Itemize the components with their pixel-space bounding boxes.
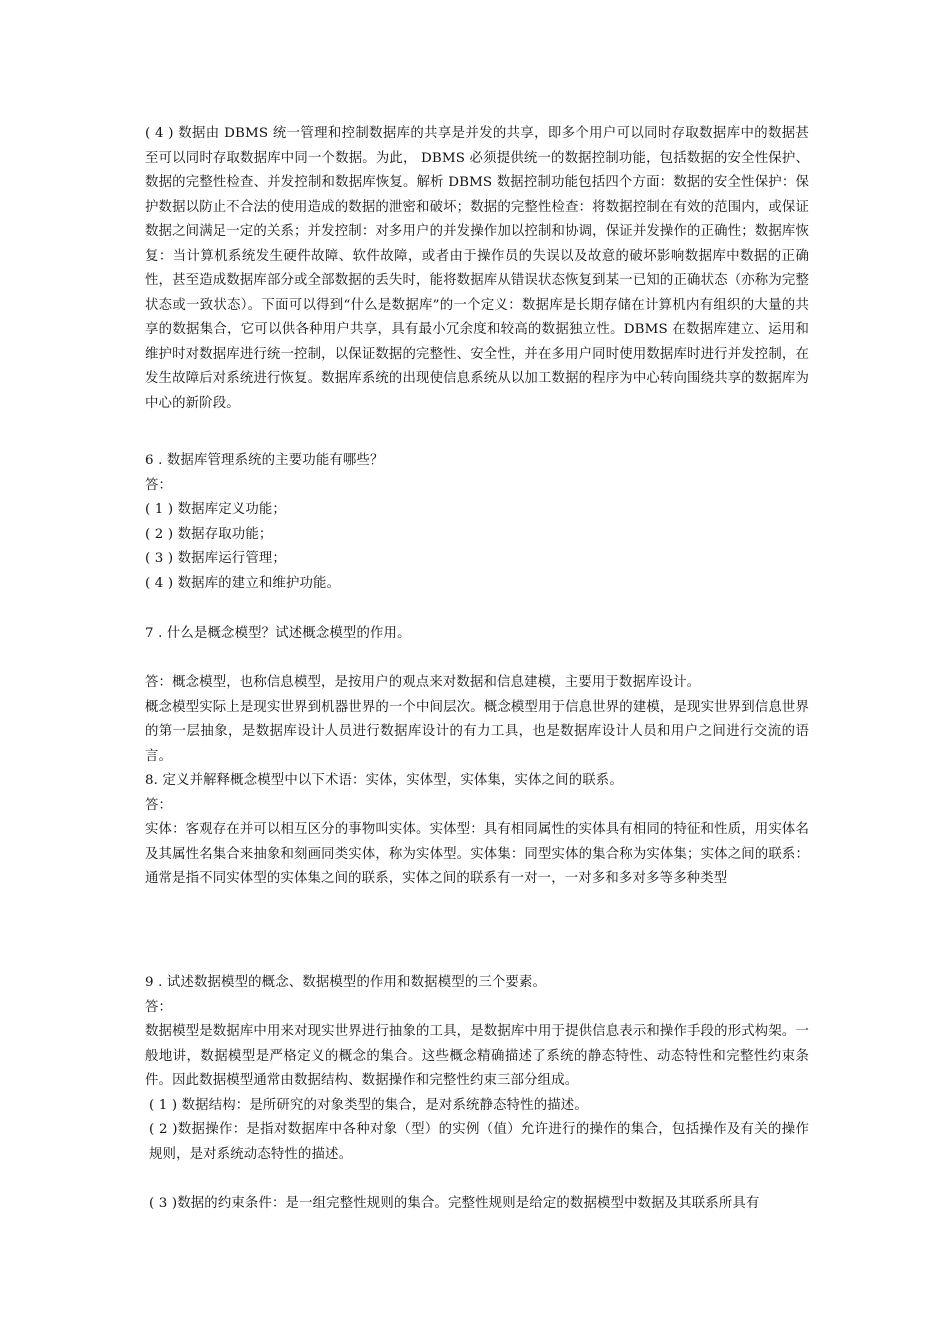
question-6-item-3: ( 3 ) 数据库运行管理； [145, 551, 286, 566]
question-9-item-2: ( 2 )数据操作：是指对数据库中各种对象（型）的实例（值）允许进行的操作的集合，包括操作及有关的操作规则，是对系统动态特性的描述。 [149, 1122, 809, 1162]
section-4-block [145, 122, 809, 416]
question-9-answer-label: 答： [145, 999, 173, 1015]
question-8-answer-label: 答： [145, 797, 173, 813]
question-7-answer: 答：概念模型，也称信息模型，是按用户的观点来对数据和信息建模，主要用于数据库设计。 [145, 675, 701, 690]
question-9-item-1: ( 1 ) 数据结构：是所研究的对象类型的集合，是对系统静态特性的描述。 [149, 1097, 588, 1113]
question-6-item-4: ( 4 ) 数据库的建立和维护功能。 [145, 575, 341, 591]
question-9-title: 9 . 试述数据模型的概念、数据模型的作用和数据模型的三个要素。 [145, 975, 547, 990]
question-9-paragraph: 数据模型是数据库中用来对现实世界进行抽象的工具，是数据库中用于提供信息表示和操作手段的形式构架。一般地讲，数据模型是严格定义的概念的集合。这些概念精确描述了系统的静态特性、动态特性和完整性约束条件。因此数据模型通常由数据结构、数据操作和完整性约束三部分组成。 [145, 1024, 809, 1088]
question-7-title-block [145, 622, 809, 647]
question-9-block [145, 971, 809, 1167]
question-6-answer-label: 答： [145, 477, 173, 493]
question-7-block [145, 671, 809, 892]
question-6-item-1: ( 1 ) 数据库定义功能； [145, 502, 286, 517]
question-9-item-3-block [145, 1192, 809, 1217]
question-7-title: 7 . 什么是概念模型？试述概念模型的作用。 [145, 626, 411, 641]
section-4-paragraph: ( 4 ) 数据由 DBMS 统一管理和控制数据库的共享是并发的共享，即多个用户可以同时存取数据库中的数据甚至可以同时存取数据库中同一个数据。为此， DBMS 必须提供统一的数据控制功能，包括数据的安全性保护、数据的完整性检查、并发控制和数据库恢复。解析 DBMS 数据控制功能包括四个方面：数据的安全性保护：保护数据以防止不合法的使用造成的数据的泄密和破坏；数据的完整性检查：将数据控制在有效的范围内，或保证数据之间满足一定的关系；并发控制：对多用户的并发操作加以控制和协调，保证并发操作的正确性；数据库恢复：当计算机系统发生硬件故障、软件故障，或者由于操作员的失误以及故意的破坏影响数据库中数据的正确性，甚至造成数据库部分或全部数据的丢失时，能将数据库从错误状态恢复到某一已知的正确状态（亦称为完整状态或一致状态）。下面可以得到“什么是数据库”的一个定义：数据库是长期存储在计算机内有组织的大量的共享的数据集合，它可以供各种用户共享，具有最小冗余度和较高的数据独立性。DBMS 在数据库建立、运用和维护时对数据库进行统一控制，以保证数据的完整性、安全性，并在多用户同时使用数据库时进行并发控制，在发生故障后对系统进行恢复。数据库系统的出现使信息系统从以加工数据的程序为中心转向围绕共享的数据库为中心的新阶段。 [145, 126, 809, 411]
question-8-paragraph: 实体：客观存在并可以相互区分的事物叫实体。实体型：具有相同属性的实体具有相同的特征和性质，用实体名及其属性名集合来抽象和刻画同类实体，称为实体型。实体集：同型实体的集合称为实体集；实体之间的联系：通常是指不同实体型的实体集之间的联系，实体之间的联系有一对一，一对多和多对多等多种类型 [145, 822, 809, 886]
question-7-paragraph: 概念模型实际上是现实世界到机器世界的一个中间层次。概念模型用于信息世界的建模，是现实世界到信息世界的第一层抽象，是数据库设计人员进行数据库设计的有力工具，也是数据库设计人员和用户之间进行交流的语言。 [145, 699, 809, 764]
question-6-block [145, 449, 809, 596]
question-6-title: 6 . 数据库管理系统的主要功能有哪些？ [145, 453, 384, 468]
question-8-title: 8. 定义并解释概念模型中以下术语：实体，实体型，实体集，实体之间的联系。 [145, 773, 623, 788]
question-6-item-2: ( 2 ) 数据存取功能； [145, 526, 273, 542]
question-9-item-3: ( 3 )数据的约束条件：是一组完整性规则的集合。完整性规则是给定的数据模型中数据及其联系所具有 [149, 1196, 760, 1211]
